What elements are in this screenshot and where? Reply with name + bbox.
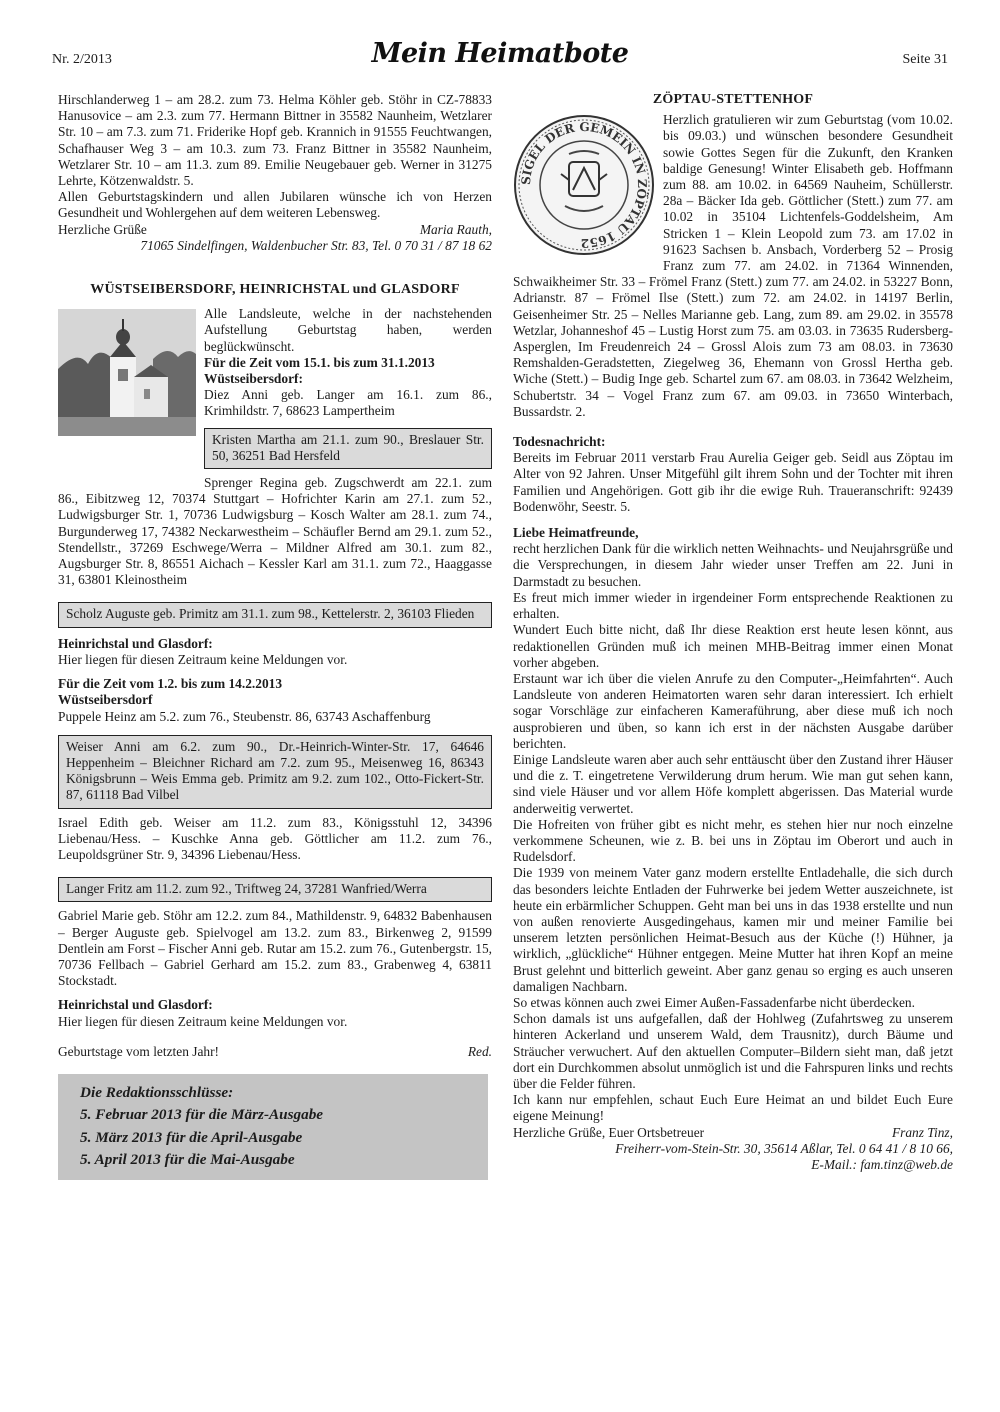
editor-note	[58, 1044, 492, 1060]
highlight-box-weiser: Weiser Anni am 6.2. zum 90., Dr.-Heinrich-Winter-Str. 17, 64646 Heppenheim – Bleichner Richard am 7.2. zum 95., Meisenweg 16, 86343 Königsbrunn – Weis Emma geb. Primitz am 9.2. zum 102., Otto-Fickert-Str. 87, 61118 Bad Vilbel	[58, 735, 492, 809]
last-year-note: Geburtstage vom letzten Jahr!	[58, 1043, 220, 1059]
letter-paragraph: Ich kann nur empfehlen, schaut Euch Eure Heimat an und bildet Euch Eure eigene Meinung!	[513, 1092, 953, 1124]
hg2-text: Hier liegen für diesen Zeitraum keine Meldungen vor.	[58, 1013, 348, 1029]
birthday-list-sprenger: Sprenger Regina geb. Zugschwerdt am 22.1. zum 86., Eibitzweg 12, 70374 Stuttgart – Hofrichter Karin am 27.1. zum 52., Ludwigsburger Str. 1, 70736 Ludwigsburg – Kosch Walter am 28.1. zum 74., Burgunderweg 17, 74382 Neckarwestheim – Schäufler Bernd am 29.1. zum 52., Stendellstr., 37269 Eschwege/Werra – Mildner Alfred am 30.1. zum 82., Augsburger Str. 8, 86551 Aichach – Kessler Karl am 31.1. zum 72., Haaggasse 31, 63801 Kleinostheim	[58, 475, 492, 588]
place-1: Wüstseibersdorf:	[204, 371, 303, 387]
highlight-box-kristen: Kristen Martha am 21.1. zum 90., Breslauer Str. 50, 36251 Bad Hersfeld	[204, 428, 492, 469]
hg1-title: Heinrichstal und Glasdorf:	[58, 635, 213, 651]
deadline-item: 5. März 2013 für die April-Ausgabe	[80, 1128, 303, 1146]
period-1: Für die Zeit vom 15.1. bis zum 31.1.2013	[204, 354, 435, 370]
deadline-item: 5. Februar 2013 für die März-Ausgabe	[80, 1106, 324, 1124]
municipal-seal-icon	[513, 114, 655, 256]
box-1-wrapper	[204, 428, 492, 469]
letter-paragraph: Erstaunt war ich über die vielen Anrufe zu den Computer-„Heimfahrten“. Auch Landsleute von anderen Heimatorten waren sehr daran interessiert. Ich erhielt sogar Vorschläge zur einfacheren Kameraführung, aber diese muß ich noch ausprobieren und üben, so kann ich erst in der nächsten Ausgabe darüber berichten.	[513, 670, 953, 751]
letter-paragraph: Die 1939 von meinem Vater ganz modern erstellte Entladehalle, die sich durch das besonders leichte Entladen der Fuhrwerke bei jedem Wetter auszeichnete, ist heute ein erbärmlicher Schuppen. Geht man bei uns in das 1938 erstellte und nun von außen renovierte Ausgedingehaus, kamen mir und meiner Familie bei unserem letzten persönlichen Heimat-Besuch aus der Küche (!) Hühner, ja wirklich, „glückliche“ Hühner entgegen. Meine Mutter hat ihren Kopf an meine Brust gelehnt und bitterlich geweint. Aber ganz genau so erging es auch unseren damaligen Nachbarn.	[513, 865, 953, 994]
letter-address: Freiherr-vom-Stein-Str. 30, 35614 Aßlar, Tel. 0 64 41 / 8 10 66,	[615, 1140, 953, 1156]
section-intro: Alle Landsleute, welche in der nachstehenden Aufstellung Geburtstag haben, werden beglückwünscht.	[204, 306, 492, 354]
letter-signature	[513, 1125, 953, 1141]
letter-paragraph: Schon damals ist uns aufgefallen, daß der Hohlweg (Zufahrtsweg zu unserem hinteren Ackerland und unserem Wald, dem Trausnitz), durch Bäume und Sträucher verwuchert. Auf den aktuellen Computer–Bildern sieht man, daß jetzt dort ein Durchkommen absolut unmöglich ist und die Fahrspuren links und rechts über die Felder führen.	[513, 1011, 953, 1091]
issue-number: Nr. 2/2013	[52, 52, 112, 67]
letter-title: Liebe Heimatfreunde,	[513, 525, 639, 541]
letter-paragraph: Es freut mich immer wieder in irgendeiner Form entsprechende Reaktionen zu erhalten.	[513, 589, 953, 622]
letter-paragraph: Einige Landsleute waren aber auch sehr enttäuscht über den Zustand ihrer Häuser und die z. T. eingetretene Verwilderung drum herum. Wie man gut sehen kann, sind viele Häuser und vor allem Höfe komplett abgerissen. Das Material wurde anderweitig verwertet.	[513, 751, 953, 816]
church-photo-icon	[58, 309, 196, 436]
death-notice-text: Bereits im Februar 2011 verstarb Frau Aurelia Geiger geb. Seidl aus Zöptau im Alter von 92 Jahren. Unser Mitgefühl gilt ihrem Sohn und der Tochter mit ihren Familien und Angehörigen. Gott gib ihr die ewige Ruh. Traueranschrift: 92439 Bodenwöhr, Seestr. 5.	[513, 450, 953, 514]
masthead-title: Mein Heimatbote	[371, 38, 629, 69]
birthday-list-continued: Hirschlanderweg 1 – am 28.2. zum 73. Helma Köhler geb. Stöhr in CZ-78833 Hanusovice – am 2.3. zum 77. Hermann Bittner in 35582 Naunheim, Wetzlarer Str. 10 – am 7.3. zum 71. Friderike Hopf geb. Krannich in 91555 Feuchtwangen, Schafhauser Weg 3 – am 10.3. zum 73. Franz Bittner in 35582 Naunheim, Wetzlarer Str. 10 – am 11.3. zum 89. Emilie Neugebauer geb. Werner in 31275 Lehrte, Kötzenwaldstr. 5.	[58, 92, 492, 189]
left-column	[58, 92, 492, 1180]
seal-lettering: SIGEL DER GEMEIN IN ZÖPTAU 1652	[518, 120, 650, 251]
author-address: 71065 Sindelfingen, Waldenbucher Str. 83, Tel. 0 70 31 / 87 18 62	[140, 237, 492, 253]
zoeptau-birthdays: Herzlich gratulieren wir zum Geburtstag (vom 10.02. bis 09.03.) und wünschen besondere Gesundheit sowie Gottes Segen für die Zukunft, den Kranken baldige Genesung! Winter Elisabeth geb. Hoffmann zum 88. am 10.02. in 64569 Nauheim, Schüllerstr. 28a – Bäcker Ida geb. Göttlicher (Stett.) zum 77. am 10.02 in 35104 Lichtenfels-Goddelsheim, Am Stricken 1 – Klein Leopold zum 73. am 17.02 in 91623 Sachsen b. Ansbach, Vorderberg 52 – Prosig Franz zum 77. am 24.02. in 71364 Winnenden, Schwaikheimer Str. 33 – Frömel Franz (Stett.) zum 77. am 24.02. in 53227 Bonn, Adrianstr. 87 – Frömel Ilse (Stett.) zum 72. am 24.02. in 14197 Berlin, Geisenheimer Str. 25 – Nelles Marianne geb. Lang, zum 89. am 29.02. in 35578 Wetzlar, Johanneshof 45 – Lustig Horst zum 75. am 03.03. in 73635 Rudersberg-Asperglen, Im Freudenreich 24 – Grossl Alois zum 73 am 08.03. in 73630 Remshalden-Geradstetten, Ziegelweg 36, Ehemann von Grossl Hertha geb. Wiche (Stett.) – Budig Inge geb. Schartel zum 67. am 08.03. in 73642 Welzheim, Schubertstr. 34 – Vogel Franz zum 67. am 09.03. in 73650 Winterbach, Bussardstr. 2.	[513, 112, 953, 419]
letter-greeting: Herzliche Grüße, Euer Ortsbetreuer	[513, 1124, 705, 1140]
greeting: Herzliche Grüße	[58, 221, 147, 237]
birthday-list-gabriel: Gabriel Marie geb. Stöhr am 12.2. zum 84., Mathildenstr. 9, 64832 Babenhausen – Berger Auguste geb. Spielvogel am 13.2. zum 83., Birkenweg 2, 91599 Dentlein am Forst – Fischer Anni geb. Rutar am 15.2. zum 76., Gutenbergstr. 15, 70736 Fellbach – Gabriel Gerhard am 15.2. zum 83., Grabenweg 4, 63811 Stockstadt.	[58, 908, 492, 989]
letter-paragraph: So etwas können auch zwei Eimer Außen-Fassadenfarbe nicht überdecken.	[513, 994, 915, 1010]
letter-paragraph: recht herzlichen Dank für die wirklich netten Weihnachts- und Neujahrsgrüße und die Versprechungen, in diesem Jahr wieder unser Treffen am 22. Juni in Darmstadt zu besuchen.	[513, 541, 953, 589]
birthday-entry-puppele: Puppele Heinz am 5.2. zum 76., Steubenstr. 86, 63743 Aschaffenburg	[58, 708, 431, 724]
letter-paragraph: Wundert Euch bitte nicht, daß Ihr diese Reaktion erst heute lesen könnt, aus redaktionellen Gründen muß ich meinen MHB-Beitrag immer einen Monat vorher abgeben.	[513, 622, 953, 670]
letter-paragraph: Die Hofreiten von früher gibt es nicht mehr, es stehen hier nur noch einzelne verkommene Scheunen, wie z. B. bei uns in Zöptau im Oberort und auch in Rudelsdorf.	[513, 816, 953, 865]
letter-author: Franz Tinz,	[891, 1124, 953, 1140]
death-notice-title: Todesnachricht:	[513, 434, 606, 450]
signature-line	[58, 222, 492, 238]
deadline-title: Die Redaktionsschlüsse:	[80, 1083, 234, 1101]
hg1-text: Hier liegen für diesen Zeitraum keine Meldungen vor.	[58, 651, 348, 667]
deadline-box	[58, 1074, 488, 1180]
editor-sign: Red.	[467, 1043, 492, 1059]
birthday-entry-diez: Diez Anni geb. Langer am 16.1. zum 86., Krimhildstr. 7, 68623 Lampertheim	[204, 387, 492, 419]
zoeptau-title: ZÖPTAU-STETTENHOF	[652, 92, 814, 107]
highlight-box-scholz: Scholz Auguste geb. Primitz am 31.1. zum 98., Kettelerstr. 2, 36103 Flieden	[58, 602, 492, 627]
place-2: Wüstseibersdorf	[58, 692, 153, 708]
letter-email: E-Mail.: fam.tinz@web.de	[811, 1157, 953, 1172]
hg2-title: Heinrichstal und Glasdorf:	[58, 997, 213, 1013]
author-name: Maria Rauth,	[419, 221, 492, 237]
birthday-list-israel: Israel Edith geb. Weiser am 11.2. zum 83., Königsstuhl 12, 34396 Liebenau/Hess. – Kuschke Anna geb. Göttlicher am 11.2. zum 76., Leupoldsgrüner Str. 9, 34396 Liebenau/Hess.	[58, 814, 492, 862]
right-column	[513, 92, 953, 1173]
page-number: Seite 31	[902, 52, 948, 67]
section-title: WÜSTSEIBERSDORF, HEINRICHSTAL und GLASDORF	[90, 282, 460, 298]
highlight-box-langer: Langer Fritz am 11.2. zum 92., Triftweg 24, 37281 Wanfried/Werra	[58, 877, 492, 902]
birthday-wishes: Allen Geburtstagskindern und allen Jubilaren wünsche ich von Herzen Gesundheit und Wohlergehen auf dem weiteren Lebensweg.	[58, 189, 492, 221]
period-2: Für die Zeit vom 1.2. bis zum 14.2.2013	[58, 676, 283, 692]
deadline-item: 5. April 2013 für die Mai-Ausgabe	[80, 1151, 295, 1169]
